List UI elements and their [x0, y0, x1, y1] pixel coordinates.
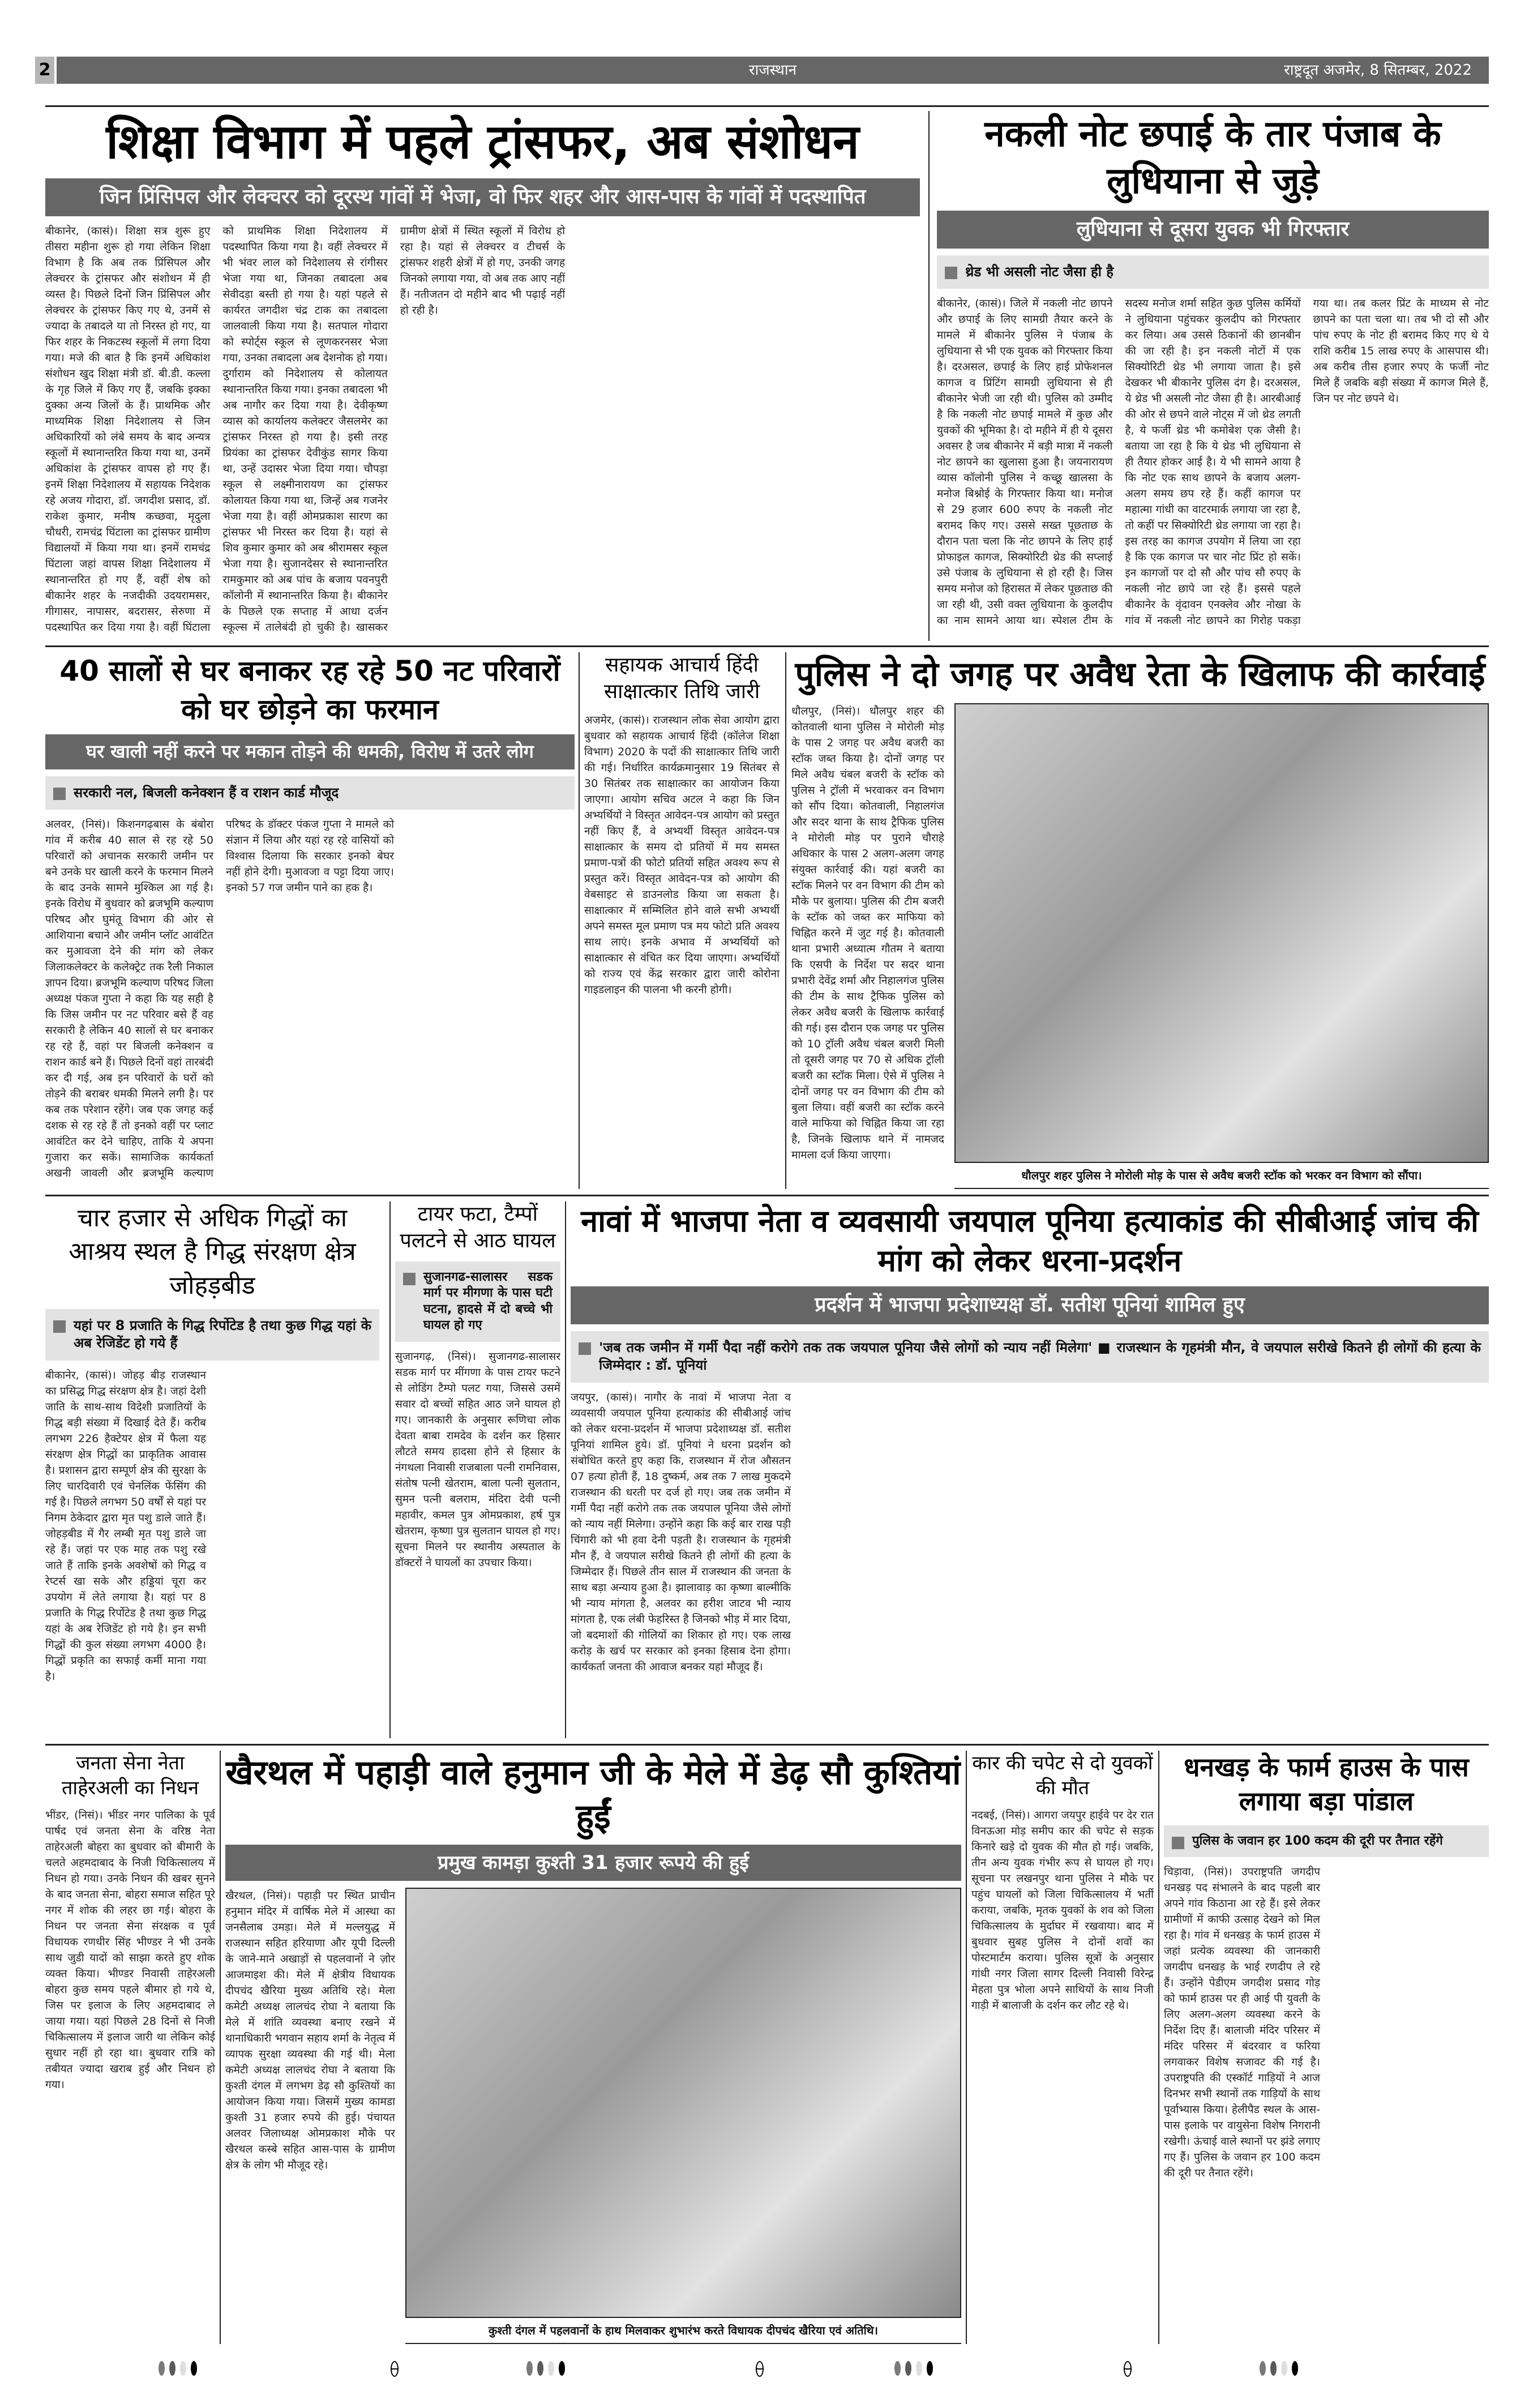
article-nat-families	[45, 652, 575, 1189]
color-swatch	[927, 2361, 933, 2376]
column-divider	[1158, 1751, 1159, 2344]
article-vultures	[45, 1201, 385, 1738]
crosshair-registration-icon	[756, 2361, 764, 2377]
body-vultures-columns	[45, 1309, 379, 1738]
body-wrap-assistant-teacher	[584, 712, 780, 1189]
body-wrap-tahirali	[45, 1807, 215, 2344]
divider	[45, 645, 1489, 647]
callout-tempo-accident: सुजानगढ-सालासर सडक मार्ग पर मीगणा के पास घटी घटना, हादसे में दो बच्चे भी घायल हो गए	[395, 1261, 560, 1342]
body-wrap-car-accident	[971, 1807, 1154, 2344]
color-swatch	[169, 2361, 175, 2376]
article-fake-notes	[937, 111, 1489, 641]
body-car-accident: नदबई, (निसं)। आगरा जयपुर हाईवे पर देर रात विनऊआ मोड़ समीप कार की चपेट से सड़क किनारे खड़े दो युवक की मौत हो गई। जबकि, तीन अन्य युवक गंभीर रूप से घायल हो गए। सूचना पर लखनपुर थाना पुलिस ने मौके पर पहुंच घायलों को जिला चिकित्सालय में भर्ती कराया, जबकि, मृतक युवकों के शव को जिला चिकित्सालय के मुर्दाघर में रखवाया। बाद में बुधवार सुबह पुलिस ने दोनों शवों का पोस्टमार्टम कराया। पुलिस सूत्रों के अनुसार गांधी नगर जिला सागर दिल्ली निवासी विरेन्द्र मेहता पुत्र भोला अपने साथियों के साथ निजी गाड़ी में बालाजी के दर्शन कर लौट रहे थे।	[971, 1809, 1154, 2012]
body-jaypal-punia-columns	[571, 1331, 1489, 1738]
body-wrap-education	[45, 223, 920, 641]
headline-dhankhar: धनखड़ के फार्म हाउस के पास लगाया बड़ा पांडाल	[1184, 1752, 1469, 1816]
color-swatch	[548, 2361, 554, 2376]
color-registration-bar	[1260, 2361, 1298, 2376]
color-registration-bar	[526, 2361, 565, 2376]
column-divider	[966, 1751, 967, 2344]
article-hanuman-fair	[225, 1751, 961, 2344]
body-wrap-tempo-accident	[395, 1261, 560, 1738]
headline-education: शिक्षा विभाग में पहले ट्रांसफर, अब संशोधन	[106, 114, 859, 169]
body-wrap-nat-families	[45, 776, 575, 1189]
callout-nat-families: सरकारी नल, बिजली कनेक्शन हैं व राशन कार्ड मौजूद	[45, 776, 575, 810]
body-dhankhar: चिड़ावा, (निसं)। उपराष्ट्रपति जगदीप धनखड़ पद संभालने के बाद पहली बार अपने गांव किठाना आ रहे हैं। इसे लेकर ग्रामीणों में काफी उत्साह देखने को मिल रहा है। गांव में धनखड़ के फार्म हाउस में जहां प्रत्येक व्यवस्था की जानकारी जगदीप धनखड़ के भाई रणदीप ले रहे हैं। उन्होंने पेडीएम जगदीश प्रसाद गोड़ को फार्म हाउस पर ही आई पी युवती के लिए अलग-अलग व्यवस्था करने के निर्देश दिए हैं। बालाजी मंदिर परिसर में मंदिर परिसर में बंदरवार व फरिया लगवाकर विशेष सजावट की गई है। उपराष्ट्रपति की एस्कॉर्ट गाड़ियों ने आज दिनभर सभी स्थानों तक गाड़ियों के साथ पूर्वाभ्यास किया। हेलीपैड स्थल के आस-पास इलाके पर वायुसेना विशेष निगरानी रखेगी। ऊंचाई वाले स्थानों पर झंडे लगाए गए हैं। पुलिस के जवान हर 100 कदम की दूरी पर तैनात रहेंगे।	[1164, 1866, 1320, 2180]
color-swatch	[559, 2361, 565, 2376]
article-jaypal-punia	[571, 1201, 1489, 1738]
body-tempo-accident-column	[395, 1261, 560, 1738]
headline-assistant-teacher: सहायक आचार्य हिंदी साक्षात्कार तिथि जारी	[603, 653, 760, 703]
photo-wrestling-dangal	[405, 1888, 961, 2318]
column-divider	[565, 1201, 566, 1738]
body-fake-notes-columns	[937, 255, 1489, 641]
color-swatch	[1281, 2361, 1287, 2376]
body-wrap-fake-notes	[937, 255, 1489, 641]
column-divider	[389, 1201, 391, 1738]
color-swatch	[1292, 2361, 1298, 2376]
body-assistant-teacher: अजमेर, (कासं)। राजस्थान लोक सेवा आयोग द्वारा बुधवार को सहायक आचार्य हिंदी (कॉलेज शिक्षा विभाग) 2020 के पदों की साक्षात्कार तिथि जारी की गई। निर्धारित कार्यक्रमानुसार 19 सितंबर से 30 सितंबर तक साक्षात्कार का आयोजन किया जाएगा। आयोग सचिव अटल ने कहा कि जिन अभ्यर्थियों ने विस्तृत आवेदन-पत्र आयोग को प्रस्तुत नहीं किए हैं, वे अभ्यर्थी विस्तृत आवेदन-पत्र साक्षात्कार के समय दो प्रतियों में मय समस्त प्रमाण-पत्रों की फोटो प्रतियों सहित अवश्य रूप से प्रस्तुत करें। विस्तृत आवेदन-पत्र को आयोग की वेबसाइट से डाउनलोड किया जा सकता है। साक्षात्कार में सम्मिलित होने वाले सभी अभ्यर्थी अपने समस्त मूल प्रमाण पत्र मय फोटो प्रति अवश्य साथ लाएं। इनके अभाव में अभ्यर्थियों को साक्षात्कार से वंचित कर दिया जाएगा। अभ्यर्थियों को राज्य एवं केंद्र सरकार द्वारा जारी कोरोना गाइडलाइन की पालना भी करनी होगी।	[584, 713, 780, 996]
color-swatch	[526, 2361, 533, 2376]
headline-hanuman-fair: खैरथल में पहाड़ी वाले हनुमान जी के मेले में डेढ़ सौ कुश्तियां हुईं	[225, 1753, 961, 1837]
headline-tahirali: जनता सेना नेता ताहेरअली का निधन	[62, 1752, 199, 1800]
color-swatch	[916, 2361, 922, 2376]
divider	[45, 1744, 1489, 1746]
color-registration-bar	[159, 2361, 197, 2376]
column-divider	[928, 111, 930, 641]
headline-tempo-accident: टायर फटा, टैम्पों पलटने से आठ घायल	[400, 1203, 556, 1252]
article-tempo-accident	[395, 1201, 560, 1738]
body-vultures: बीकानेर, (कासं)। जोहड़ बीड़ राजस्थान का प्रसिद्ध गिद्ध संरक्षण क्षेत्र है। जहां देशी जाति के साथ-साथ विदेशी प्रजातियों के गिद्ध बड़ी संख्या में दिखाई देते हैं। करीब लगभग 226 हैक्टेयर क्षेत्र में फैला यह संरक्षण क्षेत्र गिद्धों का प्राकृतिक आवास है। प्रशासन द्वारा सम्पूर्ण क्षेत्र की सुरक्षा के लिए चारदिवारी एवं चेनलिंक फेंसिंग की गई है। पिछले लगभग 50 वर्षों से यहां पर निगम ठेकेदार द्वारा मृत पशु डाले जाते हैं। जोहड़बीड में गैर लम्बी मृत पशु डाले जा रहे हैं। जहां पर एक माह तक पशु रखे जाते हैं ताकि इनके अवशेषों को गिद्ध व रेप्टर्स खा सके और हड्डियां चूरा कर उपयोग में लेते लगाया है। यहां पर 8 प्रजाति के गिद्ध रिर्पोटेड है तथा कुछ गिद्ध यहां के अब रेजिडेंट हो गये है। इन सभी गिद्धों की कुल संख्या लगभग 4000 है। गिद्धों प्रकृति का सफाई कर्मी माना गया है।	[45, 1368, 206, 1683]
color-registration-bar	[894, 2361, 933, 2376]
column-divider	[579, 652, 580, 1189]
color-swatch	[191, 2361, 197, 2376]
color-swatch	[1260, 2361, 1266, 2376]
deck-nat-families: घर खाली नहीं करने पर मकान तोड़ने की धमकी, विरोध में उतरे लोग	[45, 734, 575, 769]
color-swatch	[537, 2361, 543, 2376]
article-education	[45, 111, 920, 641]
headline-car-accident: कार की चपेट से दो युवकों की मौत	[972, 1752, 1153, 1800]
deck-hanuman-fair: प्रमुख कामड़ा कुश्ती 31 हजार रूपये की हुई	[225, 1845, 961, 1881]
crosshair-registration-icon	[1124, 2361, 1132, 2377]
article-car-accident	[971, 1751, 1154, 2344]
section-name: राजस्थान	[748, 62, 797, 79]
color-swatch	[905, 2361, 911, 2376]
column-divider	[220, 1751, 221, 2344]
page-number: 2	[35, 57, 54, 84]
headline-fake-notes: नकली नोट छपाई के तार पंजाब के लुधियाना से जुड़े	[984, 113, 1441, 203]
divider	[45, 1195, 1489, 1196]
body-illegal-sand: धौलपुर, (निसं)। धौलपुर शहर की कोतवाली थाना पुलिस ने मोरोली मोड़ के पास 2 जगह पर अवैध बजरी का स्टॉक जब्त किया है। दोनों जगह पर मिले अवैध चंबल बजरी के स्टॉक को पुलिस ने ट्रॉली में भरवाकर वन विभाग को सौंप दिया। कोतवाली, निहालगंज और सदर थाना के साथ ट्रैफिक पुलिस ने मोरोली मोड़ पर पुराने चौराहे अधिकार के पास 2 अलग-अलग जगह संयुक्त कार्रवाई की। यहां बजरी का स्टॉक मिलने पर वन विभाग की टीम को मौके पर बुलाया। पुलिस की टीम बजरी के स्टॉक को जब्त कर माफिया को चिह्नित करने में जुट गई है। कोतवाली थाना प्रभारी अध्यात्म गौतम ने बताया कि एसपी के निर्देश पर सदर थाना प्रभारी देवेंद्र शर्मा और निहालगंज पुलिस की टीम के साथ ट्रैफिक पुलिस को लेकर अवैध बजरी के खिलाफ कार्रवाई की गई। इस दौरान एक जगह पर पुलिस को 10 ट्रॉली अवैध चंबल बजरी मिली तो दूसरी जगह पर 70 से अधिक ट्रॉली बजरी का स्टॉक मिला। ऐसे में पुलिस ने दोनों जगह पर वन विभाग की टीम को बुला लिया। वहीं बजरी का स्टॉक करने वाले माफिया को चिह्नित किया जा रहा है, जिनके खिलाफ थाने में नामजद मामला दर्ज किया जाएगा।	[791, 705, 944, 1161]
body-wrap-illegal-sand	[791, 703, 944, 1189]
body-hanuman-fair: खैरथल, (निसं)। पहाड़ी पर स्थित प्राचीन हनुमान मंदिर में वार्षिक मेले में आस्था का जनसैलाब उमड़ा। मेले में मल्लयुद्ध में राजस्थान सहित हरियाणा और यूपी दिल्ली के जाने-माने अखाड़ों से पहलवानों ने ज़ोर आजमाइश की। मेले में क्षेत्रीय विधायक दीपचंद खैरिया मुख्य अतिथि रहे। मेला कमेटी अध्यक्ष लालचंद रोघा ने बताया कि मेले में शांति व्यवस्था बनाए रखने में थानाधिकारी भगवान सहाय शर्मा के नेतृत्व में व्यापक सुरक्षा व्यवस्था की गई थी। मेला कमेटी अध्यक्ष लालचंद रोघा ने बताया कि कुश्ती दंगल में लगभग डेढ़ सौ कुश्तियों का आयोजन किया गया। जिसमें मुख्य कामडा कुश्ती 31 हजार रुपये की हुई। पंचायत अलवर जिलाध्यक्ष ओमप्रकाश मौके पर खैरथल कस्बे सहित आस-पास के ग्रामीण क्षेत्र के लोग भी मौजूद रहे।	[225, 1889, 395, 2172]
body-fake-notes: बीकानेर, (कासं)। जिले में नकली नोट छापने और छपाई के लिए सामग्री तैयार करने के मामले में बीकानेर पुलिस ने पंजाब के लुधियाना से भी एक युवक को गिरफ्तार किया है। दरअसल, छपाई के लिए हाई प्रोफेशनल कागज व प्रिंटिंग सामग्री लुधियाना से ही बीकानेर भेजी जा रही थी। पुलिस को उम्मीद है कि नकली नोट छपाई मामले में कुछ और युवकों की भूमिका है। दो महीने में ही ये दूसरा अवसर है जब बीकानेर में बड़ी मात्रा में नकली नोट छापने का खुलासा हुआ है। जयनारायण व्यास कॉलोनी पुलिस ने कच्छू खालसा के मनोज बिश्नोई के गिरफ्तार किया था। मनोज से 29 हजार 600 रुपए के नकली नोट बरामद किए गए। उससे सख्त पूछताछ के दौरान पता चला कि नोट छापने के लिए हाई प्रोफाइल कागज, सिक्योरिटी थ्रेड की सप्लाई उसे पंजाब के लुधियाना से हो रही है। जिस समय मनोज को हिरासत में लेकर पूछताछ की जा रही थी, उसी वक्त लुधियाना के कुलदीप का नाम सामने आया था। स्पेशल टीम के सदस्य मनोज शर्मा सहित कुछ पुलिस कर्मियों ने लुधियाना पहुंचकर कुलदीप को गिरफ्तार कर लिया। अब उससे ठिकानों की छानबीन की जा रही है। इन नकली नोटों में एक सिक्योरिटी थ्रेड भी लगाया जाता है। इसे देखकर भी बीकानेर पुलिस दंग है। दरअसल, ये थ्रेड भी असली नोट जैसा ही है। आरबीआई की ओर से छपने वाले नोट्स में जो थ्रेड लगती है, ये फर्जी थ्रेड भी कमोबेश एक जैसी है। बताया जा रहा है कि ये थ्रेड भी लुधियाना से ही तैयार होकर आई है। ये भी सामने आया है कि नोट एक साथ छापने के बजाय अलग-अलग समय छप रहे हैं। कहीं कागज पर महात्मा गांधी का वाटरमार्क लगाया जा रहा है, तो कहीं पर सिक्योरिटी थ्रेड लगाया जा रहा है। इस तरह का कागज उपयोग में लिया जा रहा है कि एक कागज पर चार नोट प्रिंट हो सकें। इन कागजों पर दो सौ और पांच सौ रुपए के नकली नोट छापे जा रहे हैं। इससे पहले बीकानेर के वृंदावन एनक्लेव और नोखा के गांव में नकली नोट छापने का गिरोह पकड़ा गया था। तब कलर प्रिंट के माध्यम से नोट छापने का पता चला था। तब भी दो सौ और पांच रुपए के नोट ही बरामद किए गए थे ये राशि करीब 15 लाख रुपए के आसपास थी। अब करीब तीस हजार रुपए के फर्जी नोट मिले हैं जबकि बड़ी संख्या में कागज मिले हैं, जिन पर नोट छपने थे।	[937, 297, 1489, 627]
headline-vultures: चार हजार से अधिक गिद्धों का आश्रय स्थल है गिद्ध संरक्षण क्षेत्र जोहड़बीड	[68, 1204, 356, 1300]
body-wrap-dhankhar	[1164, 1825, 1489, 2344]
body-tempo-accident: सुजानगढ़, (निसं)। सुजानगढ-सालासर सडक मार्ग पर मींगणा के पास टायर फटने से लोडिंग टैम्पो पलट गया, जिससे उसमें सवार दो बच्चों सहित आठ जने घायल हो गए। जानकारी के अनुसार रूणिचा लोक देवता बाबा रामदेव के दर्शन कर हिसार लौटते समय हादसा होने से हिसार के नंगथला निवासी राजबाला पत्नी रामनिवास, संतोष पत्नी खेतराम, बाला पत्नी सुलतान, सुमन पत्नी बलराम, मंदिरा देवी पत्नी महावीर, कमल पुत्र ओमप्रकाश, हर्ष पुत्र खेतराम, कृष्णा पुत्र सुलतान घायल हो गए। सूचना मिलने पर स्थानीय अस्पताल के डॉक्टरों ने घायलों का उपचार किया।	[395, 1350, 560, 1569]
body-tahirali: भींडर, (निसं)। भींडर नगर पालिका के पूर्व पार्षद एवं जनता सेना के वरिष्ठ नेता ताहेरअली बोहरा का बुधवार को बीमारी के चलते अहमदाबाद के निजी चिकित्सालय में निधन हो गया। उनके निधन की खबर सुनने के बाद जनता सेना, बोहरा समाज सहित पूरे नगर में शोक की लहर छा गई। बोहरा के निधन पर जनता सेना संरक्षक व पूर्व विधायक रणधीर सिंह भीण्डर ने भी उनके साथ जुडी यादों को साझा करते हुए शोक व्यक्त किया। भीण्डर निवासी ताहेरअली बोहरा कुछ समय पहले बीमार हो गये थे, जिस पर इलाज के लिए अहमदाबाद ले जाया गया। यहां पिछले 28 दिनों से निजी चिकित्सालय में इलाज जारी था लेकिन कोई सुधार नहीं हो रहा था। बुधवार रात्रि को तबीयत ज्यादा खराब हुई और निधन हो गया।	[45, 1809, 215, 2092]
deck-education: जिन प्रिंसिपल और लेक्चरर को दूरस्थ गांवों में भेजा, वो फिर शहर और आस-पास के गांवों में पदस्थापित	[45, 178, 920, 216]
body-wrap-hanuman-fair	[225, 1888, 395, 2344]
photo-bulldozer-sand	[954, 703, 1489, 1163]
section-header-bar	[57, 57, 1489, 84]
body-jaypal-punia: जयपुर, (कासं)। नागौर के नावां में भाजपा नेता व व्यवसायी जयपाल पूनिया हत्याकांड की सीबीआई जांच को लेकर धरना-प्रदर्शन में भाजपा प्रदेशाध्यक्ष डॉ. सतीश पूनियां शामिल हुये। डॉ. पूनियां ने धरना प्रदर्शन को संबोधित करते हुए कहा कि, राजस्थान में रोज औसतन 07 हत्या होती हैं, 18 दुष्कर्म, अब तक 7 लाख मुकदमे राजस्थान की धरती पर दर्ज हो गए। जब तक जमीन में गर्मी पैदा नहीं करोगे तक तक जयपाल पूनिया जैसे लोगों को न्याय नहीं मिलेगा। उन्होंने कहा कि कई बार राख पड़ी चिंगारी को भी हवा देनी पड़ती है। राजस्थान के गृहमंत्री मौन हैं, वे जयपाल सरीखे कितने ही लोगों की हत्या के जिम्मेदार हैं। पिछले तीन साल में राजस्थान की जनता के साथ बड़ा अन्याय हुआ है। झालावाड़ का कृष्णा बाल्मीकि भी न्याय मांगता है, अलवर का हरीश जाटव भी न्याय मांगता है, एक लंबी फेहरिस्त है जिनको भीड़ में मार दिया, जो बदमाशों की गोलियों का शिकार हो गए। एक लाख करोड़ के खर्च पर सरकार को इनका हिसाब देना होगा। कार्यकर्ता जनता की आवाज बनकर यहां मौजूद हैं।	[571, 1391, 791, 1673]
caption-hanuman-fair: कुश्ती दंगल में पहलवानों के हाथ मिलवाकर शुभारंभ करते विधायक दीपचंद खैरिया एवं अतिथि।	[405, 2318, 961, 2344]
article-illegal-sand	[791, 652, 1489, 1189]
article-assistant-teacher	[584, 652, 780, 1189]
deck-jaypal-punia: प्रदर्शन में भाजपा प्रदेशाध्यक्ष डॉ. सतीश पूनियां शामिल हुए	[571, 1286, 1489, 1324]
body-wrap-vultures	[45, 1309, 379, 1738]
callout-jaypal-punia: 'जब तक जमीन में गर्मी पैदा नहीं करोगे तक तक जयपाल पूनिया जैसे लोगों को न्याय नहीं मिलेगा' ■ राजस्थान के गृहमंत्री मौन, वे जयपाल सरीखे कितने ही लोगों की हत्या के जिम्मेदार : डॉ. पूनियां	[571, 1331, 1489, 1382]
crosshair-registration-icon	[391, 2361, 399, 2377]
body-dhankhar-columns	[1164, 1825, 1489, 2344]
edition-date: राष्ट्रदूत अजमेर, 8 सितम्बर, 2022	[1284, 62, 1472, 79]
article-dhankhar	[1164, 1751, 1489, 2344]
body-nat-families-columns	[45, 776, 575, 1189]
body-nat-families: अलवर, (निसं)। किशनगढ़बास के बंबोरा गांव में करीब 40 साल से रह रहे 50 परिवारों को अचानक सरकारी जमीन पर बने उनके घर खाली करने के फरमान मिलने के बाद उनके सामने मुश्किल आ गई है। इनके विरोध में बुधवार को ब्रजभूमि कल्याण परिषद और घुमंतू विभाग की ओर से आशियाना बचाने और जमीन प्लॉट आवंटित कर मुआवजा देने की मांग को लेकर जिलाकलेक्टर के कलेक्ट्रेट तक रैली निकाल ज्ञापन दिया। ब्रजभूमि कल्याण परिषद जिला अध्यक्ष पंकज गुप्ता ने कहा कि यह सही है कि जिस जमीन पर नट परिवार बसे हैं वह सरकारी है लेकिन 40 सालों से घर बनाकर रह रहे हैं, वहां पर बिजली कनेक्शन व राशन कार्ड बने हैं। पिछले दिनों वहां तारबंदी कर दी गई, अब इन परिवारों के घरों को तोड़ने की बराबर धमकी मिलने लगी है। पर कब तक परेशान रहेंगे। जब एक जगह कई दशक से रह रहे हैं तो इनको वहीं पर प्लाट आवंटित कर देने चाहिए, ताकि ये अपना गुजारा कर सकें। सामाजिक कार्यकर्ता अखनी जावली और ब्रजभूमि कल्याण परिषद के डॉक्टर पंकज गुप्ता ने मामले को संज्ञान में लिया और यहां रह रहे वासियों को विश्वास दिलाया कि सरकार इनको बेघर नहीं होने देगी। मुआवजा व पट्टा दिया जाए। इनको 57 गज जमीन पाने का हक है।	[45, 818, 394, 1179]
callout-fake-notes: थ्रेड भी असली नोट जैसा ही है	[937, 255, 1489, 289]
color-swatch	[1270, 2361, 1277, 2376]
color-swatch	[894, 2361, 901, 2376]
illegal-sand-photo-block	[954, 703, 1489, 1189]
color-swatch	[180, 2361, 186, 2376]
body-education: बीकानेर, (कासं)। शिक्षा सत्र शुरू हुए तीसरा महीना शुरू हो गया लेकिन शिक्षा विभाग है कि अब तक प्रिंसिपल और लेक्चरर के ट्रांसफर और संशोधन में ही व्यस्त है। पिछले दिनों जिन प्रिंसिपल और लेक्चरर के ट्रांसफर किए गए थे, उनमें से ज्यादा के तबादले या तो निरस्त हो गए, या फिर शहर के निकटस्थ स्कूलों में लगा दिया गया। मजे की बात है कि इनमें अधिकांश संशोधन खुद शिक्षा मंत्री डॉ. बी.डी. कल्ला के गृह जिले में किए गए हैं, जबकि इक्का दुक्का अन्य जिलों के हैं। प्राथमिक और माध्यमिक शिक्षा निदेशालय से जिन अधिकारियों को लंबे समय के बाद अन्यत्र स्कूलों में स्थानान्तरित किया गया था, उनमें अधिकांश के ट्रांसफर वापस हो गए हैं। इनमें शिक्षा निदेशालय में सहायक निदेशक रहे अजय गोदारा, डॉ. जगदीश प्रसाद, डॉ. राकेश कुमार, मनीष कच्छवा, मृदुला चौधरी, रामचंद्र घिंटाला का ट्रांसफर ग्रामीण विद्यालयों में किया गया था। इनमें रामचंद्र घिंटाला जहां वापस शिक्षा निदेशालय में स्थानान्तरित हो गए हैं, वहीं शेष को बीकानेर शहर के नजदीकी उदयरामसर, गीगासर, नापासर, बदरासर, सेरुणा में पदस्थापित कर दिया गया है। वहीं घिंटाला को प्राथमिक शिक्षा निदेशालय में पदस्थापित किया गया है। वहीं लेक्चरर में भी भंवर लाल को निदेशालय से रांगीसर भेजा गया था, जिनका तबादला अब सेवीदड़ा बस्ती हो गया है। यहां पहले से कार्यरत जगदीश चंद्र टाक का तबादला जालवाली किया गया है। सतपाल गोदारा को स्पोर्ट्स स्कूल से लूणकरनसर भेजा गया, उनका तबादला अब देशनोक हो गया। दुर्गाराम को निदेशालय से कोलायत स्थानान्तरित किया गया। इनका तबादला भी अब नागौर कर दिया गया है। देवीकृष्ण व्यास को कार्यालय कलेक्टर जैसलमेर का ट्रांसफर निरस्त हो गया है। इसी तरह प्रियंका का ट्रांसफर देवीकुंड सागर किया था, उन्हें उदासर भेजा दिया गया। चौपड़ा स्कूल से लक्ष्मीनारायण का ट्रांसफर कोलायत किया गया था, जिन्हें अब गजनेर भेजा गया है। वहीं ओमप्रकाश सारण का ट्रांसफर भी निरस्त कर दिया है। यहां से शिव कुमार कुमार को अब श्रीरामसर स्कूल भेजा गया है। सुजानदेसर से स्थानान्तरित रामकुमार को अब पांच के बजाय पवनपुरी कॉलोनी में स्थानान्तरित किया है। बीकानेर के पिछले एक सप्ताह में आधा दर्जन स्कूल्स में तालेबंदी हो चुकी है। खासकर ग्रामीण क्षेत्रों में स्थित स्कूलों में विरोध हो रहा है। यहां से लेक्चरर व टीचर्स के ट्रांसफर शहरी क्षेत्रों में हो गए, उनकी जगह जिनको लगाया गया, वो अब तक आए नहीं हैं। नतीजतन दो महीने बाद भी पढ़ाई नहीं हो रही है।	[45, 224, 566, 634]
column-divider	[785, 652, 786, 1189]
headline-illegal-sand: पुलिस ने दो जगह पर अवैध रेता के खिलाफ की कार्रवाई	[795, 655, 1485, 694]
callout-vultures: यहां पर 8 प्रजाति के गिद्ध रिर्पोटेड है तथा कुछ गिद्ध यहां के अब रेजिडेंट हो गये हैं	[45, 1309, 379, 1360]
body-wrap-jaypal-punia	[571, 1331, 1489, 1738]
divider	[45, 105, 1489, 107]
hanuman-fair-row	[225, 1888, 961, 2344]
deck-fake-notes: लुधियाना से दूसरा युवक भी गिरफ्तार	[937, 211, 1489, 249]
caption-illegal-sand: धौलपुर शहर पुलिस ने मोरोली मोड़ के पास से अवैध बजरी स्टॉक को भरकर वन विभाग को सौंपा।	[954, 1163, 1489, 1189]
headline-nat-families: 40 सालों से घर बनाकर रह रहे 50 नट परिवारों को घर छोड़ने का फरमान	[59, 655, 560, 726]
callout-dhankhar: पुलिस के जवान हर 100 कदम की दूरी पर तैनात रहेंगे	[1164, 1825, 1489, 1858]
illegal-sand-row	[791, 703, 1489, 1189]
color-swatch	[159, 2361, 165, 2376]
headline-jaypal-punia: नावां में भाजपा नेता व व्यवसायी जयपाल पूनिया हत्याकांड की सीबीआई जांच की मांग को लेकर धरना-प्रदर्शन	[581, 1203, 1479, 1279]
article-tahirali	[45, 1751, 215, 2344]
hanuman-fair-photo-block	[405, 1888, 961, 2344]
